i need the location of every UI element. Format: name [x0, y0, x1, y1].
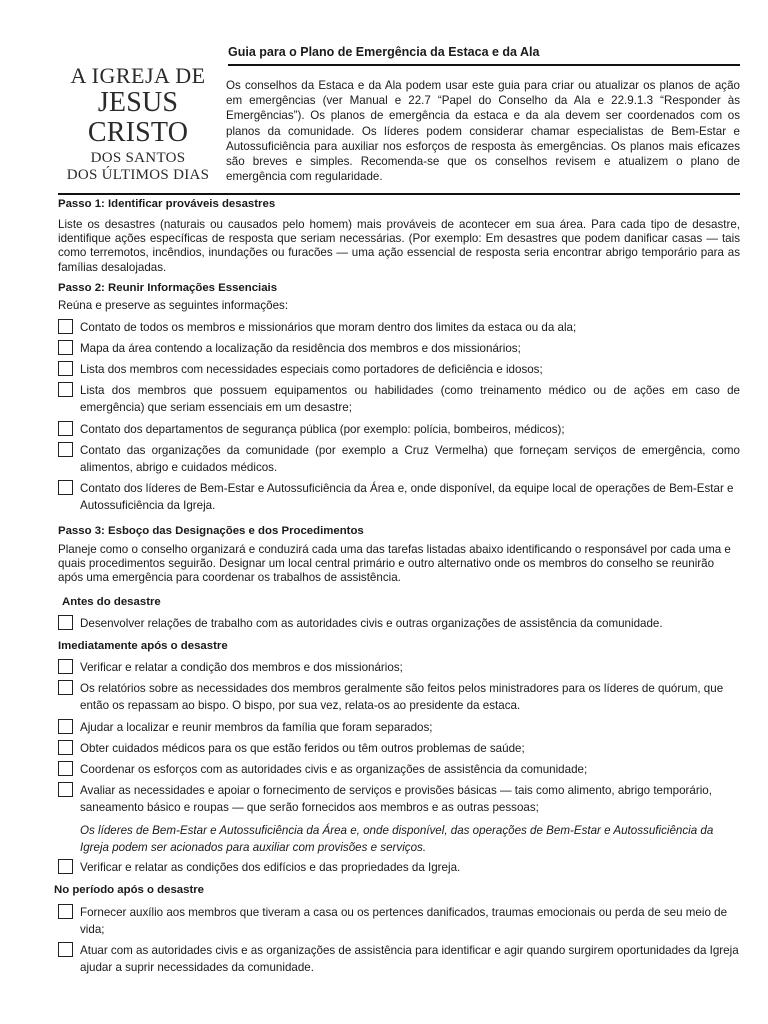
after-disaster-heading: No período após o desastre [54, 884, 205, 896]
logo-line-1: A IGREJA DE [70, 63, 206, 88]
checklist-item-text: Obter cuidados médicos para os que estão feridos ou têm outros problemas de saúde; [80, 742, 525, 755]
checklist-item-text: Contato de todos os membros e missionários que moram dentro dos limites da estaca ou da ala; [80, 321, 577, 334]
step3-body: Planeje como o conselho organizará e conduzirá cada uma das tarefas listadas abaixo identificando o responsável por cada uma e quais procedimentos seguirão. Designar um local central primário e outro alternativo onde os membros do conselho se reunirão após uma emergência para coordenar os trabalhos de assistência. [58, 543, 731, 585]
document-title: Guia para o Plano de Emergência da Estaca e da Ala [228, 45, 540, 59]
checklist-item-text: Mapa da área contendo a localização da residência dos membros e dos missionários; [80, 342, 521, 355]
checkbox[interactable] [58, 480, 73, 495]
checkbox[interactable] [58, 340, 73, 355]
checklist-item-text: Lista dos membros com necessidades especiais como portadores de deficiência e idosos; [80, 363, 543, 376]
step1-body: Liste os desastres (naturais ou causados pelo homem) mais prováveis de acontecer em sua área. Para cada tipo de desastre, identifique ações específicas de resposta que seriam necessárias. (Por exemplo: Em desastres que podem danificar casas — tais como terremotos, incêndios, inundações ou furacões — uma ação essencial de resposta seria encontrar abrigo temporário para as famílias desalojadas. [58, 218, 740, 274]
checkbox[interactable] [58, 421, 73, 436]
checkbox[interactable] [58, 442, 73, 457]
checkbox[interactable] [58, 859, 73, 874]
checklist-item-text: Lista dos membros que possuem equipamentos ou habilidades (como treinamento médico ou de ações em caso de emergência) que seriam essenciais em um desastre; [80, 384, 740, 414]
logo-line-3: DOS SANTOS [90, 150, 186, 166]
logo-line-2: JESUS CRISTO [87, 87, 189, 148]
before-disaster-heading: Antes do desastre [62, 596, 161, 608]
checklist-item-text: Atuar com as autoridades civis e as organizações de assistência para identificar e agir quando surgirem oportunidades da Igreja ajudar a suprir necessidades da comunidade. [80, 944, 739, 974]
checklist-item-text: Ajudar a localizar e reunir membros da família que foram separados; [80, 721, 433, 734]
checklist-item-text: Contato das organizações da comunidade (por exemplo a Cruz Vermelha) que forneçam serviços de emergência, como alimentos, abrigo e cuidados médicos. [80, 444, 740, 474]
logo-line-4: DOS ÚLTIMOS DIAS [66, 167, 210, 183]
checkbox[interactable] [58, 319, 73, 334]
checklist-item-text: Desenvolver relações de trabalho com as autoridades civis e outras organizações de assistência da comunidade. [80, 617, 663, 630]
checkbox[interactable] [58, 719, 73, 734]
checkbox[interactable] [58, 361, 73, 376]
checklist-item-text: Verificar e relatar as condições dos edifícios e das propriedades da Igreja. [80, 861, 461, 874]
checkbox[interactable] [58, 904, 73, 919]
section-divider [58, 193, 740, 195]
title-divider [228, 64, 740, 66]
checkbox[interactable] [58, 615, 73, 630]
checkbox[interactable] [58, 382, 73, 397]
intro-paragraph: Os conselhos da Estaca e da Ala podem usar este guia para criar ou atualizar os planos de ação em emergências (ver Manual e 22.7 “Papel do Conselho da Ala e 22.9.1.3 “Responder às Emergências”). Os planos de emergência da estaca e da ala devem ser coordenados com os planos da comunidade. Os líderes podem considerar chamar especialistas de Bem-Estar e Autossuficiência para auxiliar nos esforços de resposta às emergências. Os planos mais eficazes são breves e simples. Recomenda-se que os conselhos revisem e atualizem o plano de emergência com regularidade. [226, 79, 740, 184]
checklist-item-text: Verificar e relatar a condição dos membros e dos missionários; [80, 661, 403, 674]
immediately-after-heading: Imediatamente após o desastre [58, 640, 228, 652]
checklist-item-text: Avaliar as necessidades e apoiar o fornecimento de serviços e provisões básicas — tais como alimento, abrigo temporário, saneamento básico e roupas — que serão fornecidos aos membros e as outras pessoas; [80, 784, 712, 814]
checklist-item-text: Fornecer auxílio aos membros que tiveram a casa ou os pertences danificados, traumas emocionais ou perda de seu meio de vida; [80, 906, 728, 936]
checklist-item-text: Contato dos departamentos de segurança pública (por exemplo: polícia, bombeiros, médicos); [80, 423, 565, 436]
checkbox[interactable] [58, 680, 73, 695]
church-logo [52, 64, 224, 184]
checkbox[interactable] [58, 659, 73, 674]
checklist-item-text: Os relatórios sobre as necessidades dos membros geralmente são feitos pelos ministradores para os líderes de quórum, que então os repassam ao bispo. O bispo, por sua vez, relata-os ao presidente da estaca. [80, 682, 724, 712]
checklist-item-text: Coordenar os esforços com as autoridades civis e as organizações de assistência da comunidade; [80, 763, 588, 776]
step2-heading: Passo 2: Reunir Informações Essenciais [58, 282, 278, 294]
provisions-note: Os líderes de Bem-Estar e Autossuficiência da Área e, onde disponível, das operações de Bem-Estar e Autossuficiência da Igreja podem ser acionados para auxiliar com provisões e serviços. [80, 824, 714, 854]
checkbox[interactable] [58, 782, 73, 797]
checkbox[interactable] [58, 740, 73, 755]
checkbox[interactable] [58, 942, 73, 957]
step3-heading: Passo 3: Esboço das Designações e dos Procedimentos [58, 525, 364, 537]
step1-heading: Passo 1: Identificar prováveis desastres [58, 198, 276, 210]
checkbox[interactable] [58, 761, 73, 776]
step2-intro: Reúna e preserve as seguintes informações: [58, 299, 289, 312]
checklist-item-text: Contato dos líderes de Bem-Estar e Autossuficiência da Área e, onde disponível, da equipe local de operações de Bem-Estar e Autossuficiência da Igreja. [80, 482, 734, 512]
